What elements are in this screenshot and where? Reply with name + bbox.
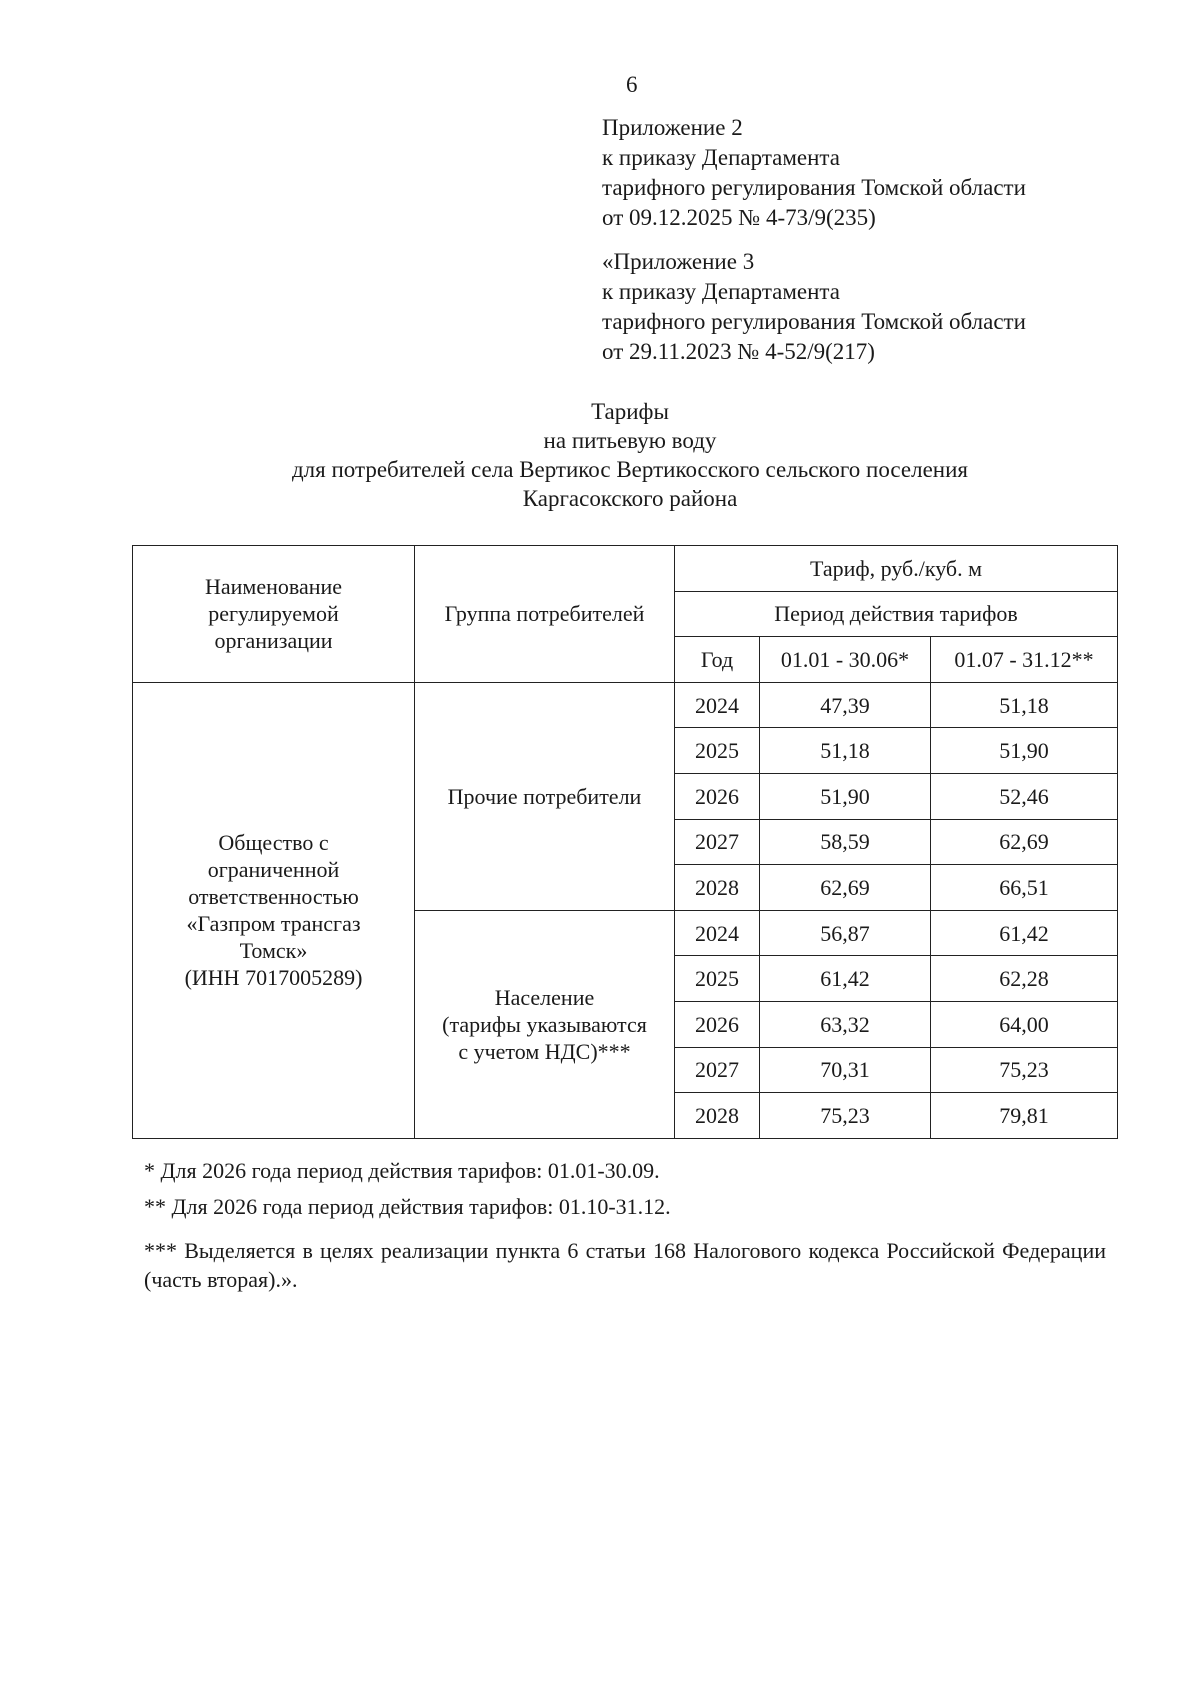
appendix-original-line: к приказу Департамента	[602, 279, 840, 304]
tariff-cell-period-2: 64,00	[931, 1001, 1118, 1047]
tariff-cell-period-2: 66,51	[931, 865, 1118, 911]
header-period-2: 01.07 - 31.12**	[931, 637, 1118, 683]
year-cell: 2026	[675, 773, 760, 819]
table-row	[133, 682, 1118, 728]
year-cell: 2026	[675, 1001, 760, 1047]
footnote-1: * Для 2026 года период действия тарифов: 01.01-30.09.	[144, 1158, 660, 1183]
tariff-cell-period-2: 75,23	[931, 1047, 1118, 1093]
consumer-group-other	[415, 682, 675, 910]
tariff-cell-period-1: 51,90	[760, 773, 931, 819]
title-line: для потребителей села Вертикос Вертикосского сельского поселения	[291, 457, 969, 482]
header-consumer-group: Группа потребителей	[415, 546, 675, 683]
page-number: 6	[626, 72, 638, 97]
title-line: Каргасокского района	[522, 486, 738, 511]
appendix-original-line: тарифного регулирования Томской области	[602, 309, 1026, 334]
title-line: на питьевую воду	[543, 428, 717, 453]
appendix-current-line: тарифного регулирования Томской области	[602, 175, 1026, 200]
tariff-cell-period-1: 58,59	[760, 819, 931, 865]
appendix-current-line: от 09.12.2025 № 4-73/9(235)	[602, 205, 876, 230]
tariff-cell-period-1: 56,87	[760, 910, 931, 956]
appendix-current-header	[602, 113, 1026, 233]
footnote-2: ** Для 2026 года период действия тарифов: 01.10-31.12.	[144, 1194, 671, 1219]
tariff-cell-period-1: 62,69	[760, 865, 931, 911]
tariff-cell-period-1: 70,31	[760, 1047, 931, 1093]
tariff-cell-period-2: 52,46	[931, 773, 1118, 819]
year-cell: 2028	[675, 865, 760, 911]
appendix-current-line: Приложение 2	[602, 115, 743, 140]
tariff-cell-period-1: 51,18	[760, 728, 931, 774]
appendix-original-line: «Приложение 3	[602, 249, 755, 274]
year-cell: 2027	[675, 1047, 760, 1093]
title-line: Тарифы	[591, 399, 669, 424]
tariff-cell-period-1: 61,42	[760, 956, 931, 1002]
tariff-cell-period-1: 47,39	[760, 682, 931, 728]
year-cell: 2028	[675, 1093, 760, 1139]
tariff-cell-period-2: 79,81	[931, 1093, 1118, 1139]
organization-line: Томск»	[239, 938, 308, 964]
appendix-original-header	[602, 247, 1026, 367]
organization-line: (ИНН 7017005289)	[184, 965, 363, 991]
year-cell: 2027	[675, 819, 760, 865]
year-cell: 2025	[675, 728, 760, 774]
group-name-line: с учетом НДС)***	[458, 1038, 631, 1064]
appendix-original-line: от 29.11.2023 № 4-52/9(217)	[602, 339, 875, 364]
year-cell: 2024	[675, 682, 760, 728]
year-cell: 2025	[675, 956, 760, 1002]
tariff-cell-period-2: 51,18	[931, 682, 1118, 728]
tariff-cell-period-2: 51,90	[931, 728, 1118, 774]
tariff-table	[132, 545, 1118, 1139]
header-organization: Наименование регулируемой организации	[133, 546, 415, 683]
organization-line: Общество с	[218, 830, 329, 856]
document-title	[0, 397, 1200, 513]
header-period-1: 01.01 - 30.06*	[760, 637, 931, 683]
header-period: Период действия тарифов	[675, 591, 1118, 637]
organization-line: ограниченной	[207, 857, 340, 883]
tariff-cell-period-2: 62,69	[931, 819, 1118, 865]
tariff-cell-period-2: 61,42	[931, 910, 1118, 956]
tariff-cell-period-1: 75,23	[760, 1093, 931, 1139]
consumer-group-population	[415, 910, 675, 1138]
organization-line: «Газпром трансгаз	[186, 911, 361, 937]
header-year: Год	[675, 637, 760, 683]
tariff-cell-period-2: 62,28	[931, 956, 1118, 1002]
group-name-line: Население	[494, 984, 595, 1010]
footnote-3: *** Выделяется в целях реализации пункта 6 статьи 168 Налогового кодекса Российской Федерации (часть вторая).».	[144, 1238, 1106, 1292]
tariff-cell-period-1: 63,32	[760, 1001, 931, 1047]
group-name-line: (тарифы указываются	[442, 1011, 647, 1037]
group-name-line: Прочие потребители	[447, 783, 642, 809]
organization-line: ответственностью	[188, 884, 359, 910]
year-cell: 2024	[675, 910, 760, 956]
appendix-current-line: к приказу Департамента	[602, 145, 840, 170]
header-tariff-unit: Тариф, руб./куб. м	[675, 546, 1118, 592]
organization-name	[133, 682, 415, 1138]
